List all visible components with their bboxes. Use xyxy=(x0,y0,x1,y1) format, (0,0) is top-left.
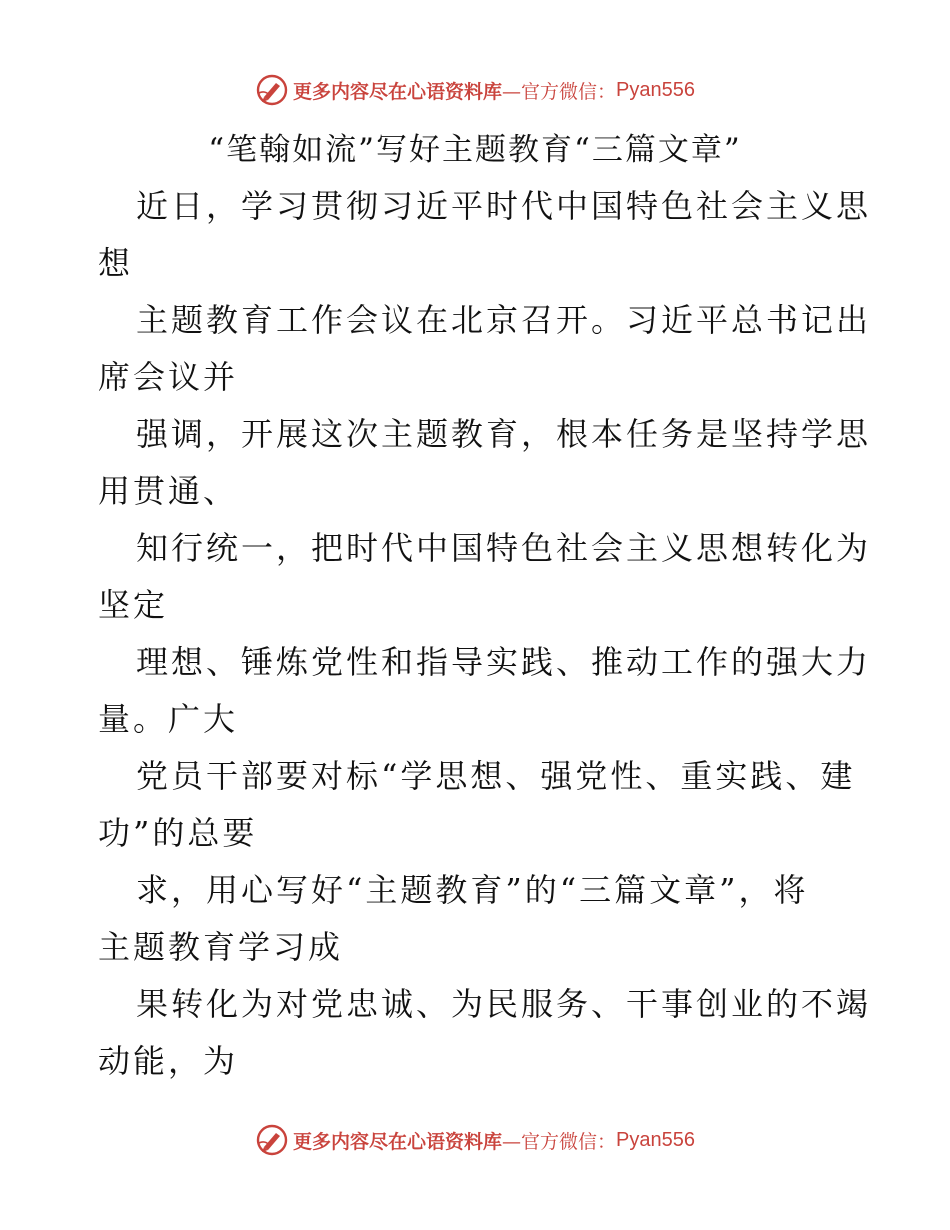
body-line: 果转化为对党忠诚、为民服务、干事创业的不竭 xyxy=(136,985,872,1023)
pen-logo-icon xyxy=(255,1123,289,1157)
body-line: 党员干部要对标“学思想、强党性、重实践、建 xyxy=(136,757,856,795)
body-line: 理想、锤炼党性和指导实践、推动工作的强大力 xyxy=(136,643,872,681)
body-line: 近日，学习贯彻习近平时代中国特色社会主义思 xyxy=(136,187,872,225)
banner-main-text: 更多内容尽在心语资料库 xyxy=(293,80,503,103)
document-title: “笔翰如流”写好主题教育“三篇文章” xyxy=(208,132,742,168)
body-line: 知行统一，把时代中国特色社会主义思想转化为 xyxy=(136,529,872,567)
footer-banner xyxy=(0,1122,950,1158)
body-line: 想 xyxy=(98,244,134,282)
body-line: 席会议并 xyxy=(98,358,239,396)
body-line: 功”的总要 xyxy=(98,814,258,852)
banner-wechat-id: Pyan556 xyxy=(616,78,695,101)
banner-main-text: 更多内容尽在心语资料库 xyxy=(293,1130,503,1153)
document-body xyxy=(98,178,872,1090)
body-line: 坚定 xyxy=(98,586,169,624)
body-line: 动能，为 xyxy=(98,1042,239,1080)
banner-wechat-id: Pyan556 xyxy=(616,1128,695,1151)
pen-logo-icon xyxy=(255,73,289,107)
body-line: 强调，开展这次主题教育，根本任务是坚持学思 xyxy=(136,415,872,453)
body-line: 量。广大 xyxy=(98,700,239,738)
body-line: 主题教育学习成 xyxy=(98,928,344,966)
header-banner xyxy=(0,72,950,108)
banner-wechat-label: —官方微信： xyxy=(502,80,617,103)
banner-wechat-label: —官方微信： xyxy=(502,1130,617,1153)
body-line: 用贯通、 xyxy=(98,472,239,510)
body-line: 求，用心写好“主题教育”的“三篇文章”，将 xyxy=(136,871,809,909)
body-line: 主题教育工作会议在北京召开。习近平总书记出 xyxy=(136,301,872,339)
